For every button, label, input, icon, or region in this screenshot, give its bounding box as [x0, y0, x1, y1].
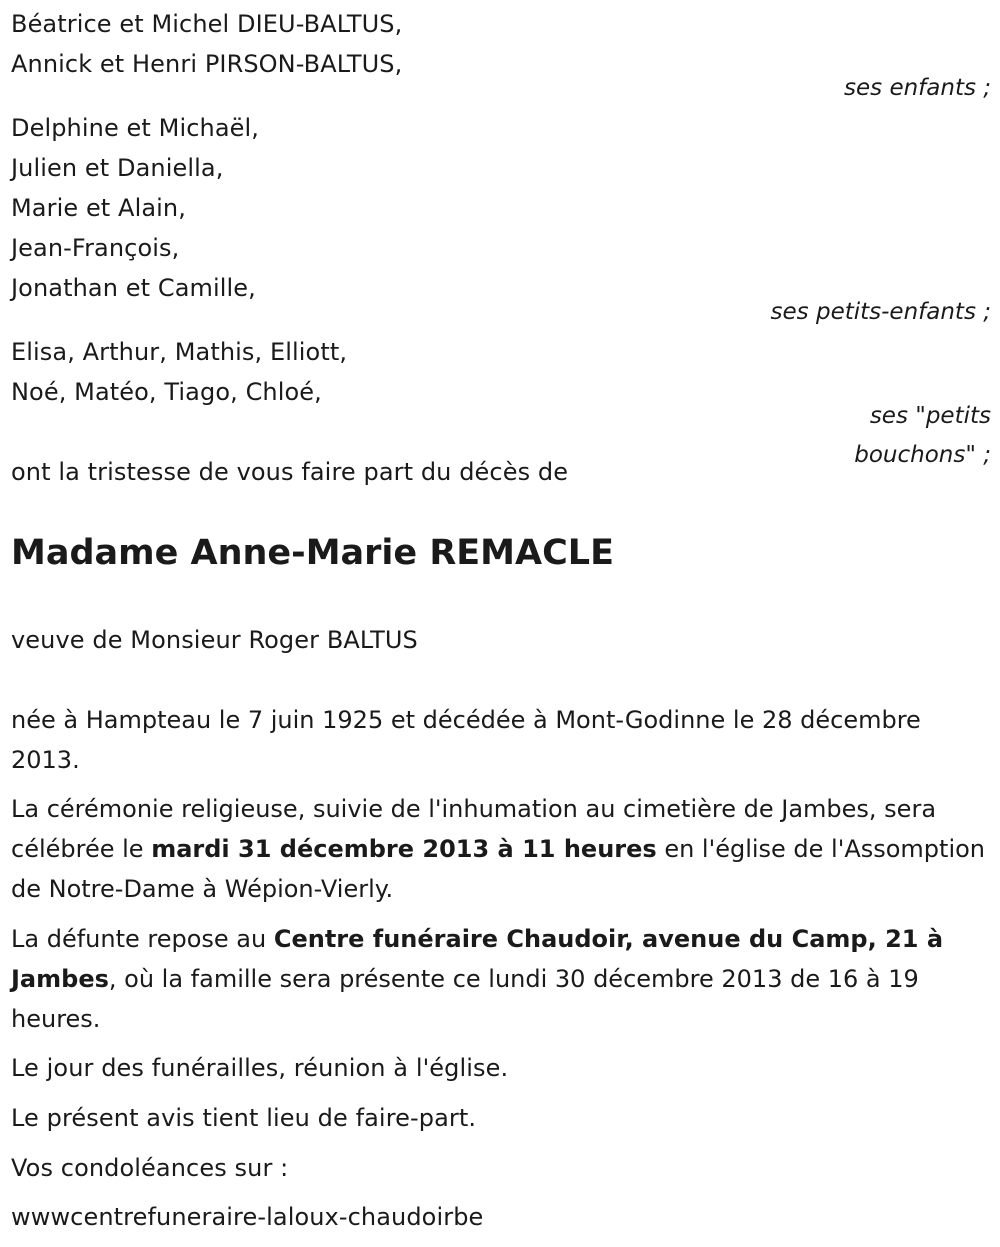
resting-text-after: , où la famille sera présente ce lundi 30 décembre 2013 de 16 à 19 heures.: [11, 965, 919, 1033]
ceremony-paragraph: [11, 789, 986, 909]
grandchild-line-2: Julien et Daniella,: [11, 154, 224, 182]
widow-of: veuve de Monsieur Roger BALTUS: [11, 626, 418, 654]
resting-place: Centre funéraire Chaudoir, avenue du Camp, 21 à Jambes: [11, 925, 944, 993]
condolences-website[interactable]: wwwcentrefuneraire-laloux-chaudoirbe: [11, 1203, 484, 1231]
ceremony-date: mardi 31 décembre 2013 à 11 heures: [151, 835, 657, 863]
ceremony-text-before: La cérémonie religieuse, suivie de l'inhumation au cimetière de Jambes, sera célébrée le: [11, 795, 937, 863]
announcement: ont la tristesse de vous faire part du décès de: [11, 458, 569, 486]
condolences-label: Vos condoléances sur :: [11, 1154, 289, 1182]
child-line-1: Béatrice et Michel DIEU-BALTUS,: [11, 10, 403, 38]
grandchild-line-5: Jonathan et Camille,: [11, 274, 256, 302]
children-role: ses enfants ;: [844, 75, 991, 101]
grandchild-line-3: Marie et Alain,: [11, 194, 186, 222]
great-grandchildren-role-line-2: bouchons" ;: [854, 442, 991, 468]
birth-death: née à Hampteau le 7 juin 1925 et décédée à Mont-Godinne le 28 décembre 2013.: [11, 706, 921, 774]
grandchild-line-4: Jean-François,: [11, 234, 180, 262]
resting-paragraph: [11, 919, 986, 1039]
grandchild-line-1: Delphine et Michaël,: [11, 114, 259, 142]
death-notice: [11, 0, 991, 1247]
great-grandchildren-role-line-1: ses "petits: [869, 403, 991, 429]
resting-text-before: La défunte repose au: [11, 925, 274, 953]
child-line-2: Annick et Henri PIRSON-BALTUS,: [11, 50, 403, 78]
funeral-day: Le jour des funérailles, réunion à l'église.: [11, 1054, 509, 1082]
notice-statement: Le présent avis tient lieu de faire-part.: [11, 1104, 477, 1132]
ceremony-text-after: en l'église de l'Assomption de Notre-Dame à Wépion-Vierly.: [11, 835, 986, 903]
great-grandchild-line-2: Noé, Matéo, Tiago, Chloé,: [11, 378, 322, 406]
grandchildren-role: ses petits-enfants ;: [770, 299, 991, 325]
deceased-name: Madame Anne-Marie REMACLE: [11, 533, 614, 573]
great-grandchild-line-1: Elisa, Arthur, Mathis, Elliott,: [11, 338, 348, 366]
